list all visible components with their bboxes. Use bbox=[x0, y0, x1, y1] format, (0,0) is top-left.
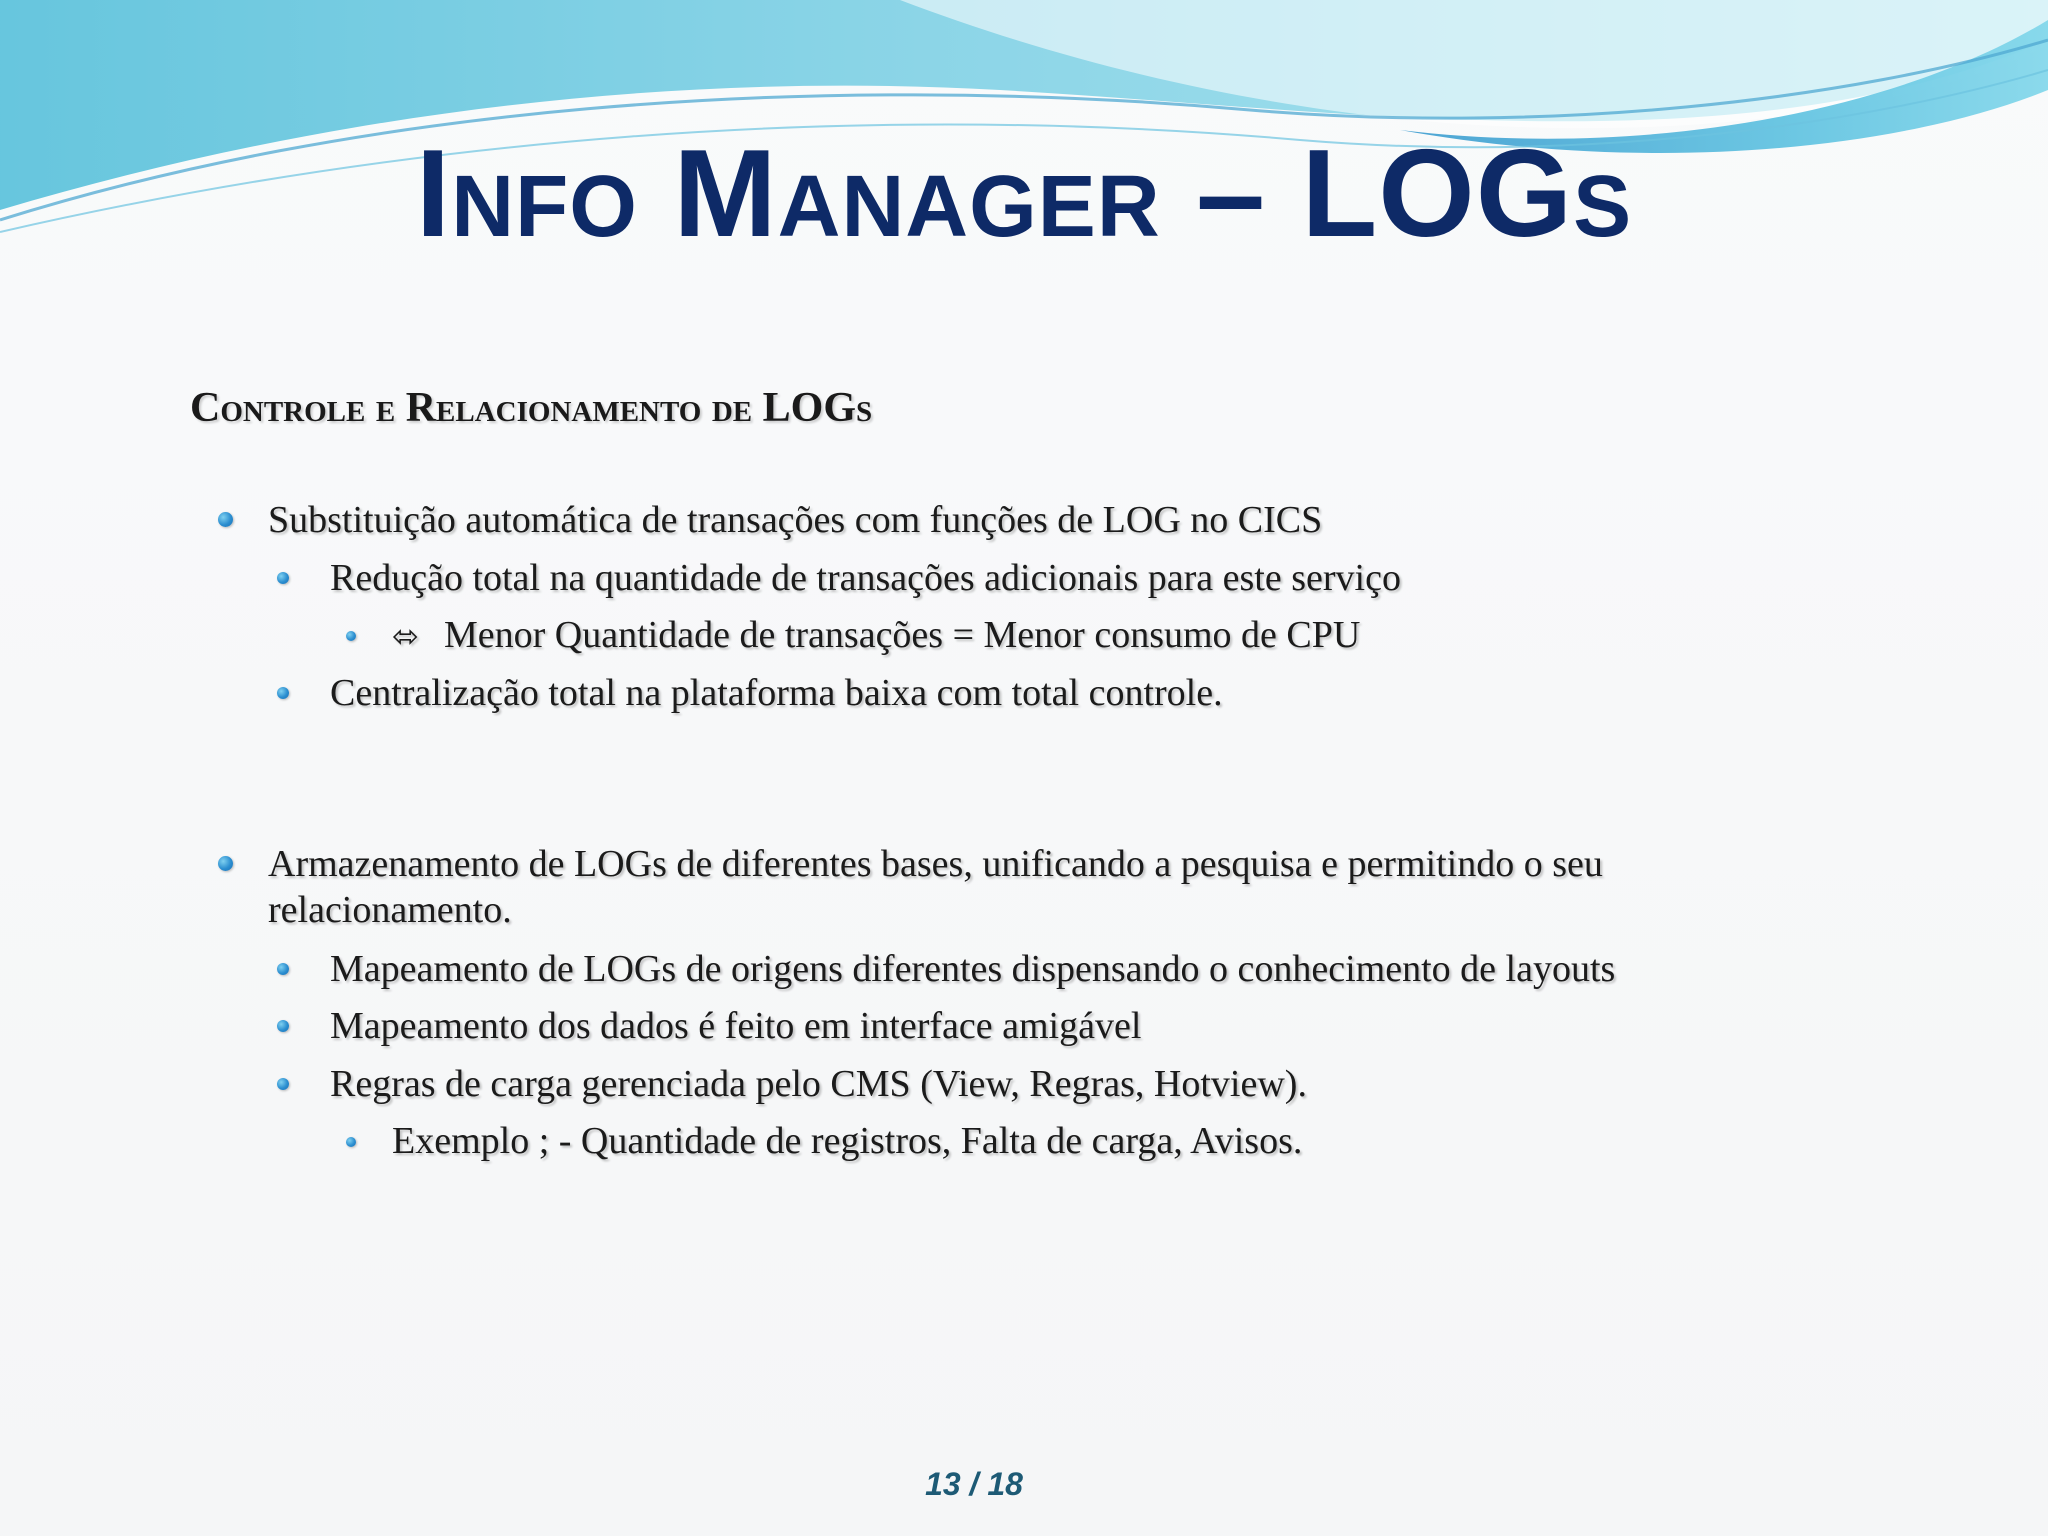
circle-bullet-icon bbox=[218, 512, 233, 527]
list-item: Armazenamento de LOGs de diferentes bases, unificando a pesquisa e permitindo o seu relacionamento. bbox=[268, 843, 1603, 931]
list-item: Centralização total na plataforma baixa com total controle. bbox=[330, 672, 1223, 714]
circle-bullet-icon bbox=[218, 856, 233, 871]
page-number: 13 / 18 bbox=[925, 1466, 1023, 1502]
circle-bullet-icon bbox=[277, 1078, 289, 1090]
list-item: Exemplo ; - Quantidade de registros, Falta de carga, Avisos. bbox=[392, 1120, 1303, 1162]
list-item: Redução total na quantidade de transações adicionais para este serviço bbox=[330, 557, 1401, 599]
list-item: Mapeamento de LOGs de origens diferentes dispensando o conhecimento de layouts bbox=[330, 948, 1616, 990]
list-item: Substituição automática de transações com funções de LOG no CICS bbox=[268, 499, 1323, 541]
section-subtitle: Controle e Relacionamento de LOGs bbox=[190, 385, 873, 431]
circle-bullet-icon bbox=[277, 1020, 289, 1032]
list-item: Regras de carga gerenciada pelo CMS (View, Regras, Hotview). bbox=[330, 1063, 1307, 1105]
list-item: Mapeamento dos dados é feito em interface amigável bbox=[330, 1005, 1142, 1047]
circle-bullet-icon bbox=[346, 1137, 356, 1147]
circle-bullet-icon bbox=[277, 687, 289, 699]
circle-bullet-icon bbox=[277, 572, 289, 584]
list-item: Menor Quantidade de transações = Menor consumo de CPU bbox=[444, 614, 1361, 656]
circle-bullet-icon bbox=[346, 631, 356, 641]
circle-bullet-icon bbox=[277, 963, 289, 975]
left-right-arrow-icon: ⬄ bbox=[392, 617, 419, 655]
slide-title: Info Manager – LOGs bbox=[415, 125, 1633, 263]
